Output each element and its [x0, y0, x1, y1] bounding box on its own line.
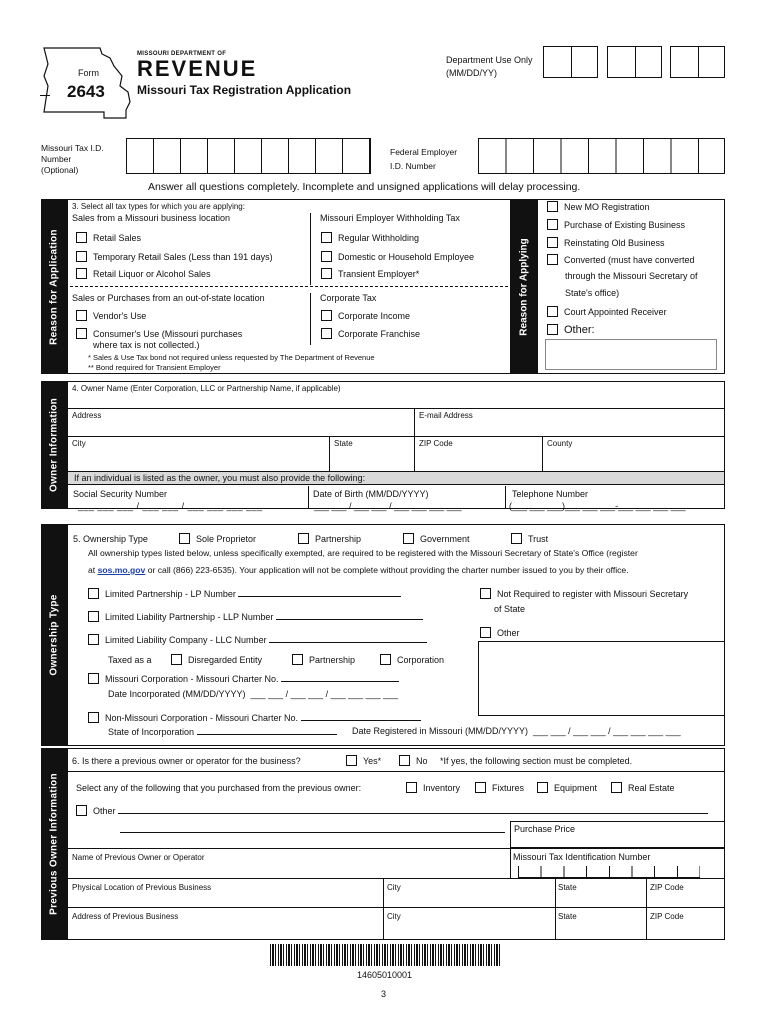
dept-use-day-box[interactable] — [607, 46, 662, 78]
previous-owner-yes-label: Yes* — [363, 756, 382, 766]
ssn-field[interactable]: ___ ___ ___ / ___ ___ / ___ ___ ___ ___ — [78, 501, 263, 511]
llc-number-field[interactable] — [269, 634, 427, 643]
prev-owner-name-label: Name of Previous Owner or Operator — [72, 853, 205, 862]
corporate-income-option[interactable] — [321, 310, 410, 322]
sales-mo-title: Sales from a Missouri business location — [72, 213, 231, 223]
section6-top-divider — [67, 771, 725, 772]
lp-number-field[interactable] — [238, 588, 401, 597]
retail-liquor-label: Retail Liquor or Alcohol Sales — [93, 269, 211, 279]
bond-note-1: * Sales & Use Tax bond not required unless requested by The Department of Revenue — [88, 353, 375, 362]
dept-use-format: (MM/DD/YY) — [446, 68, 497, 78]
mo-corp-checkbox[interactable] — [88, 673, 99, 684]
non-mo-charter-field[interactable] — [301, 712, 421, 721]
retail-sales-checkbox[interactable] — [76, 232, 87, 243]
purchase-existing-label: Purchase of Existing Business — [564, 220, 686, 230]
other-ownership-checkbox[interactable] — [480, 627, 491, 638]
form-label: Form — [78, 68, 99, 78]
physical-state-label: State — [558, 883, 577, 892]
out-of-state-title: Sales or Purchases from an out-of-state location — [72, 293, 265, 303]
non-mo-corp-label: Non-Missouri Corporation - Missouri Charter No. — [105, 713, 299, 723]
prev-city-divider-1 — [383, 878, 384, 940]
prev-address-state-label: State — [558, 912, 577, 921]
mo-charter-field[interactable] — [281, 673, 399, 682]
transient-employer-label: Transient Employer* — [338, 269, 420, 279]
real-estate-label: Real Estate — [628, 783, 675, 793]
retail-sales-label: Retail Sales — [93, 233, 142, 243]
email-label: E-mail Address — [419, 411, 473, 420]
converted-option[interactable] — [547, 254, 695, 266]
registration-note-suffix: or call (866) 223-6535). Your application will not be complete without providing the charter number issued to you by their office. — [145, 565, 629, 575]
regular-withholding-option[interactable] — [321, 232, 419, 244]
prev-state-divider-1 — [555, 878, 556, 940]
phone-label: Telephone Number — [512, 489, 589, 499]
domestic-employee-checkbox[interactable] — [321, 251, 332, 262]
court-receiver-checkbox[interactable] — [547, 306, 558, 317]
taxed-corporation-checkbox[interactable] — [380, 654, 391, 665]
other-purchase-label: Other — [93, 806, 116, 816]
date-incorporated-label: Date Incorporated (MM/DD/YYYY) — [108, 689, 246, 699]
retail-liquor-option[interactable] — [76, 268, 211, 280]
corporate-tax-title: Corporate Tax — [320, 293, 377, 303]
zip-field[interactable] — [415, 437, 543, 472]
mo-tax-id-number-label: Missouri Tax Identification Number — [513, 852, 651, 862]
transient-employer-option[interactable] — [321, 268, 419, 280]
not-required-label-2: of State — [494, 604, 526, 614]
converted-label: Converted (must have converted — [564, 255, 695, 265]
other-ownership-option[interactable] — [480, 627, 520, 639]
other-reason-field[interactable] — [545, 339, 717, 370]
transient-employer-checkbox[interactable] — [321, 268, 332, 279]
owner-information-tab: Owner Information — [41, 381, 67, 509]
prev-address-top-line — [67, 907, 725, 908]
lp-option[interactable] — [88, 588, 401, 600]
previous-owner-no-option[interactable] — [399, 755, 428, 767]
registration-note-2 — [88, 565, 629, 575]
phone-field[interactable]: (___ ___ ___)___ ___ ___-___ ___ ___ ___ — [509, 501, 686, 511]
purchase-select-prompt: Select any of the following that you purchased from the previous owner: — [76, 783, 362, 793]
reason-for-application-tab: Reason for Application — [41, 199, 67, 374]
government-checkbox[interactable] — [403, 533, 414, 544]
not-required-checkbox[interactable] — [480, 588, 491, 599]
mo-tax-id-label: Missouri Tax I.D. Number (Optional) — [41, 143, 104, 175]
prev-name-divider — [510, 848, 511, 878]
regular-withholding-checkbox[interactable] — [321, 232, 332, 243]
physical-city-label: City — [387, 883, 401, 892]
address-label: Address — [72, 411, 102, 420]
physical-zip-label: ZIP Code — [650, 883, 684, 892]
not-required-option[interactable] — [480, 588, 688, 600]
form-dash — [40, 95, 50, 96]
partnership-option[interactable] — [298, 533, 361, 545]
purchase-existing-option[interactable] — [547, 219, 685, 231]
vendors-use-option[interactable] — [76, 310, 146, 322]
prev-location-top-line — [67, 878, 725, 879]
physical-location-label: Physical Location of Previous Business — [72, 883, 212, 892]
city-field[interactable] — [68, 437, 330, 472]
mo-tax-id-field[interactable] — [126, 138, 371, 174]
taxed-corporation-option[interactable] — [380, 654, 444, 666]
llp-checkbox[interactable] — [88, 611, 99, 622]
temporary-retail-label: Temporary Retail Sales (Less than 191 days) — [93, 252, 273, 262]
other-purchase-option[interactable] — [76, 805, 708, 817]
taxed-corporation-label: Corporation — [397, 655, 445, 665]
regular-withholding-label: Regular Withholding — [338, 233, 420, 243]
state-of-incorporation-field[interactable] — [197, 726, 337, 735]
ownership-heading: 5. Ownership Type — [73, 534, 148, 544]
column-divider-top — [310, 213, 311, 285]
real-estate-checkbox[interactable] — [611, 782, 622, 793]
temporary-retail-checkbox[interactable] — [76, 251, 87, 262]
previous-owner-question: 6. Is there a previous owner or operator for the business? — [72, 756, 301, 766]
domestic-employee-label: Domestic or Household Employee — [338, 252, 475, 262]
mo-corp-label: Missouri Corporation - Missouri Charter No. — [105, 674, 279, 684]
withholding-title: Missouri Employer Withholding Tax — [320, 213, 460, 223]
bond-note-2: ** Bond required for Transient Employer — [88, 363, 221, 372]
converted-label-3: State's office) — [565, 288, 620, 298]
court-receiver-label: Court Appointed Receiver — [564, 307, 667, 317]
other-purchase-field[interactable] — [118, 805, 708, 814]
owner-name-field[interactable] — [68, 382, 724, 409]
equipment-label: Equipment — [554, 783, 598, 793]
registration-note-prefix: at — [88, 565, 98, 575]
owner-name-label: 4. Owner Name (Enter Corporation, LLC or Partnership Name, if applicable) — [72, 384, 341, 393]
other-purchase-checkbox[interactable] — [76, 805, 87, 816]
lp-label: Limited Partnership - LP Number — [105, 589, 236, 599]
date-incorporated[interactable]: Date Incorporated (MM/DD/YYYY) ___ ___ / ___ ___ / ___ ___ ___ ___ — [108, 689, 399, 699]
corporate-income-checkbox[interactable] — [321, 310, 332, 321]
taxed-partnership-option[interactable] — [292, 654, 355, 666]
taxed-partnership-label: Partnership — [309, 655, 356, 665]
dob-divider — [505, 486, 506, 509]
state-of-incorporation-label: State of Incorporation — [108, 727, 195, 737]
corporate-franchise-label: Corporate Franchise — [338, 329, 421, 339]
previous-owner-yes-option[interactable] — [346, 755, 381, 767]
sole-proprietor-checkbox[interactable] — [179, 533, 190, 544]
date-registered[interactable]: Date Registered in Missouri (MM/DD/YYYY) ___ ___ / ___ ___ / ___ ___ ___ ___ — [352, 726, 681, 736]
other-purchase-line-2[interactable] — [120, 832, 505, 833]
page-number: 3 — [381, 989, 387, 999]
partnership-checkbox[interactable] — [298, 533, 309, 544]
other-reason-checkbox[interactable] — [547, 324, 558, 335]
fixtures-checkbox[interactable] — [475, 782, 486, 793]
domestic-employee-option[interactable] — [321, 251, 474, 263]
taxed-partnership-checkbox[interactable] — [292, 654, 303, 665]
temporary-retail-option[interactable] — [76, 251, 273, 263]
department-line: MISSOURI DEPARTMENT OF — [137, 51, 227, 57]
address-field[interactable] — [68, 409, 415, 437]
sos-link[interactable]: sos.mo.gov — [97, 565, 146, 575]
registration-note-1: All ownership types listed below, unless specifically exempted, are required to be registered with the Missouri Secretary of State's Office (register — [88, 548, 638, 558]
retail-sales-option[interactable] — [76, 232, 141, 244]
corporate-income-label: Corporate Income — [338, 311, 411, 321]
inventory-option[interactable] — [406, 782, 460, 794]
purchase-price-field[interactable] — [510, 821, 725, 848]
prev-address-zip-label: ZIP Code — [650, 912, 684, 921]
previous-owner-yes-checkbox[interactable] — [346, 755, 357, 766]
mo-corp-option[interactable] — [88, 673, 399, 685]
government-option[interactable] — [403, 533, 470, 545]
new-registration-option[interactable] — [547, 201, 650, 213]
fixtures-option[interactable] — [475, 782, 524, 794]
partnership-label: Partnership — [315, 534, 362, 544]
state-of-incorporation[interactable] — [108, 726, 337, 738]
sole-proprietor-label: Sole Proprietor — [196, 534, 257, 544]
state-field[interactable] — [330, 437, 415, 472]
other-reason-option[interactable] — [547, 324, 595, 336]
new-registration-label: New MO Registration — [564, 202, 650, 212]
section3-heading: 3. Select all tax types for which you are applying: — [72, 202, 245, 211]
llp-option[interactable] — [88, 611, 423, 623]
consumers-use-label-2: where tax is not collected.) — [93, 340, 200, 350]
previous-owner-tab: Previous Owner Information — [41, 748, 67, 940]
equipment-checkbox[interactable] — [537, 782, 548, 793]
llc-label: Limited Liability Company - LLC Number — [105, 635, 267, 645]
prev-name-top-line — [67, 848, 725, 849]
inventory-label: Inventory — [423, 783, 461, 793]
disregarded-entity-option[interactable] — [171, 654, 262, 666]
consumers-use-checkbox[interactable] — [76, 328, 87, 339]
reinstating-label: Reinstating Old Business — [564, 238, 665, 248]
form-title: Missouri Tax Registration Application — [137, 83, 352, 97]
lp-checkbox[interactable] — [88, 588, 99, 599]
converted-label-2: through the Missouri Secretary of — [565, 271, 698, 281]
inventory-checkbox[interactable] — [406, 782, 417, 793]
corporate-franchise-checkbox[interactable] — [321, 328, 332, 339]
non-mo-corp-checkbox[interactable] — [88, 712, 99, 723]
city-label: City — [72, 439, 86, 448]
reinstating-option[interactable] — [547, 237, 665, 249]
real-estate-option[interactable] — [611, 782, 675, 794]
prev-address-label: Address of Previous Business — [72, 912, 179, 921]
fixtures-label: Fixtures — [492, 783, 525, 793]
federal-id-label-2: I.D. Number — [390, 161, 436, 171]
trust-checkbox[interactable] — [511, 533, 522, 544]
consumers-use-label: Consumer's Use (Missouri purchases — [93, 329, 243, 339]
purchase-price-label: Purchase Price — [514, 824, 576, 834]
other-ownership-label: Other — [497, 628, 520, 638]
purchase-existing-checkbox[interactable] — [547, 219, 558, 230]
dept-use-label: Department Use Only — [446, 55, 533, 65]
court-receiver-option[interactable] — [547, 306, 667, 318]
dept-use-year-box[interactable] — [670, 46, 725, 78]
prev-zip-divider-1 — [646, 878, 647, 940]
mo-tax-id-number-field[interactable] — [518, 866, 700, 878]
reason-for-applying-tab: Reason for Applying — [511, 199, 537, 374]
county-label: County — [547, 439, 573, 448]
disregarded-entity-label: Disregarded Entity — [188, 655, 263, 665]
dept-use-month-box[interactable] — [543, 46, 598, 78]
vendors-use-label: Vendor's Use — [93, 311, 147, 321]
ssn-label: Social Security Number — [73, 489, 168, 499]
sole-proprietor-option[interactable] — [179, 533, 256, 545]
reinstating-checkbox[interactable] — [547, 237, 558, 248]
disregarded-entity-checkbox[interactable] — [171, 654, 182, 665]
previous-owner-note: *If yes, the following section must be completed. — [440, 756, 633, 766]
previous-owner-no-checkbox[interactable] — [399, 755, 410, 766]
date-registered-label: Date Registered in Missouri (MM/DD/YYYY) — [352, 726, 529, 736]
zip-label: ZIP Code — [419, 439, 453, 448]
retail-liquor-checkbox[interactable] — [76, 268, 87, 279]
trust-label: Trust — [528, 534, 549, 544]
state-label: State — [334, 439, 353, 448]
federal-id-field[interactable] — [478, 138, 725, 174]
other-ownership-field[interactable] — [478, 641, 725, 716]
corporate-franchise-option[interactable] — [321, 328, 420, 340]
instructions: Answer all questions completely. Incomplete and unsigned applications will delay processing. — [148, 181, 581, 193]
equipment-option[interactable] — [537, 782, 597, 794]
email-field[interactable] — [415, 409, 724, 437]
non-mo-corp-option[interactable] — [88, 712, 421, 724]
new-registration-checkbox[interactable] — [547, 201, 558, 212]
government-label: Government — [420, 534, 470, 544]
federal-id-label-1: Federal Employer — [390, 147, 458, 157]
other-reason-label: Other: — [564, 324, 595, 336]
dob-field[interactable]: ___ ___ / ___ ___ / ___ ___ ___ ___ — [314, 501, 462, 511]
county-field[interactable] — [543, 437, 724, 472]
taxed-as-label: Taxed as a — [108, 655, 152, 665]
form-number: 2643 — [67, 82, 105, 101]
previous-owner-no-label: No — [416, 756, 428, 766]
not-required-label: Not Required to register with Missouri Secretary — [497, 589, 689, 599]
trust-option[interactable] — [511, 533, 548, 545]
llp-number-field[interactable] — [276, 611, 423, 620]
department-name: REVENUE — [137, 56, 258, 81]
individual-note: If an individual is listed as the owner, you must also provide the following: — [68, 472, 724, 485]
converted-checkbox[interactable] — [547, 254, 558, 265]
llc-checkbox[interactable] — [88, 634, 99, 645]
barcode-number: 14605010001 — [357, 970, 413, 980]
column-divider-bottom — [310, 293, 311, 345]
ownership-type-tab: Ownership Type — [41, 524, 67, 746]
llc-option[interactable] — [88, 634, 427, 646]
section3-divider — [70, 286, 508, 287]
barcode — [270, 944, 502, 966]
prev-address-city-label: City — [387, 912, 401, 921]
vendors-use-checkbox[interactable] — [76, 310, 87, 321]
consumers-use-option[interactable] — [76, 328, 242, 340]
dob-label: Date of Birth (MM/DD/YYYY) — [313, 489, 429, 499]
ssn-divider — [308, 486, 309, 509]
llp-label: Limited Liability Partnership - LLP Number — [105, 612, 274, 622]
